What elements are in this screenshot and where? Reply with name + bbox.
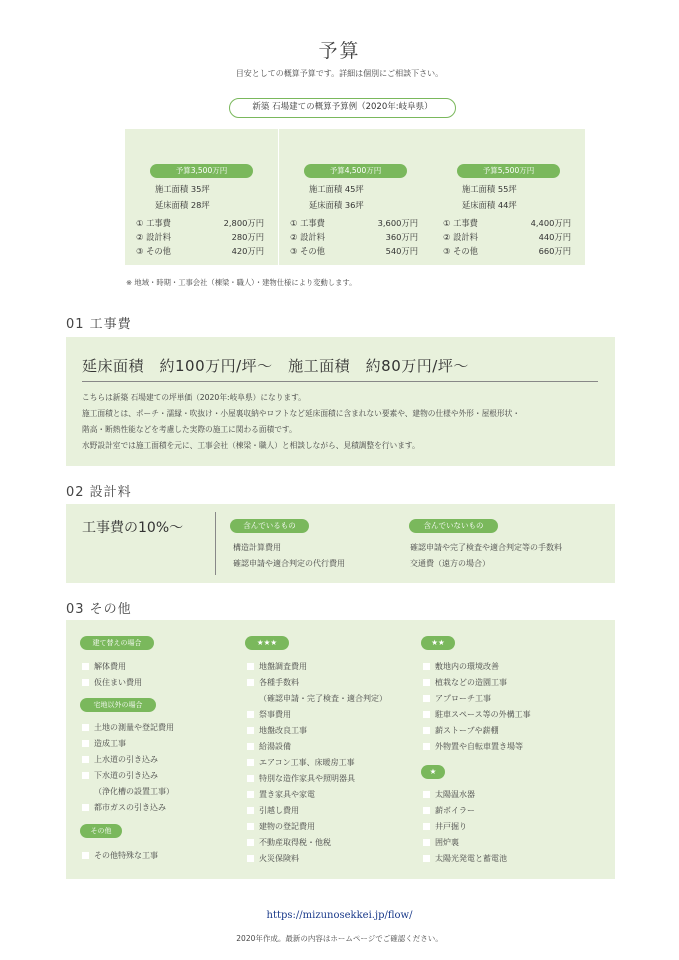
included-item: 構造計算費用 <box>233 543 281 552</box>
checklist-item: 給湯設備 <box>247 741 291 752</box>
excluded-pill: 含んでいないもの <box>409 519 498 533</box>
construction-area: 施工面積 55坪 <box>462 184 517 194</box>
priority-pill: ★★ <box>421 636 455 650</box>
checklist-item: 薪ボイラー <box>423 805 475 816</box>
budget-pill: 予算5,500万円 <box>457 164 560 178</box>
page-subtitle: 目安としての概算予算です。詳細は個別にご相談下さい。 <box>235 69 444 78</box>
example-badge: 新築 石場建ての概算予算例（2020年:岐阜県） <box>229 98 456 118</box>
checklist-item: エアコン工事、床暖房工事 <box>247 757 355 768</box>
budget-card-2: 予算4,500万円 施工面積 45坪 延床面積 36坪 ① 工事費 3,600万円 ② 設計料 360万円 ③ その他 540万円 <box>279 129 432 265</box>
flow-page-link[interactable]: https://mizunosekkei.jp/flow/ <box>266 910 413 921</box>
checklist-item: アプローチ工事 <box>423 693 491 704</box>
checklist-item: 置き家具や家電 <box>247 789 315 800</box>
floor-area: 延床面積 36坪 <box>309 200 364 210</box>
checklist-item: 地盤調査費用 <box>247 661 307 672</box>
checklist-item: 土地の測量や登記費用 <box>82 722 174 733</box>
design-fee-headline: 工事費の10%〜 <box>82 520 184 536</box>
description-line: 水野設計室では施工面積を元に、工事会社（棟梁・職人）と相談しながら、見積調整を行います。 <box>82 441 420 450</box>
checklist-item: 井戸掘り <box>423 821 467 832</box>
group-pill: その他 <box>80 824 122 838</box>
other-panel <box>66 620 615 879</box>
page-title: 予算 <box>318 40 361 62</box>
checklist-item: 解体費用 <box>82 661 126 672</box>
checklist-item: 植栽などの造園工事 <box>423 677 507 688</box>
checklist-item: その他特殊な工事 <box>82 850 158 861</box>
construction-area: 施工面積 35坪 <box>155 184 210 194</box>
section-heading-design-fee: 02 設計料 <box>66 485 132 500</box>
description-line: 施工面積とは、ポーチ・濡縁・吹抜け・小屋裏収納やロフトなど延床面積に含まれない要素や、建物の仕様や外形・屋根形状・ <box>82 409 521 418</box>
description-line: 階高・断熱性能などを考慮した実際の施工に関わる面積です。 <box>82 425 297 434</box>
checklist-item: 都市ガスの引き込み <box>82 802 166 813</box>
budget-card-1: 予算3,500万円 施工面積 35坪 延床面積 28坪 ① 工事費 2,800万円 ② 設計料 280万円 ③ その他 420万円 <box>125 129 278 265</box>
checklist-item: 上水道の引き込み <box>82 754 158 765</box>
checklist-item: 仮住まい費用 <box>82 677 142 688</box>
checklist-item: 祭事費用 <box>247 709 291 720</box>
footer-note: 2020年作成。最新の内容はホームページでご確認ください。 <box>236 934 443 943</box>
checklist-item: 地盤改良工事 <box>247 725 307 736</box>
excluded-item: 確認申請や完了検査や適合判定等の手数料 <box>410 543 562 552</box>
priority-pill: ★ <box>421 765 445 779</box>
checklist-item: 駐車スペース等の外構工事 <box>423 709 531 720</box>
budget-pill: 予算3,500万円 <box>150 164 253 178</box>
checklist-subitem: （浄化槽の設置工事） <box>94 787 174 796</box>
group-pill: 宅地以外の場合 <box>80 698 156 712</box>
checklist-subitem: （確認申請・完了検査・適合判定） <box>259 694 387 703</box>
divider <box>82 381 598 382</box>
included-pill: 含んでいるもの <box>230 519 309 533</box>
budget-card-3: 予算5,500万円 施工面積 55坪 延床面積 44坪 ① 工事費 4,400万円 ② 設計料 440万円 ③ その他 660万円 <box>432 129 585 265</box>
excluded-item: 交通費（遠方の場合） <box>410 559 490 568</box>
included-item: 確認申請や適合判定の代行費用 <box>233 559 345 568</box>
construction-area: 施工面積 45坪 <box>309 184 364 194</box>
section-heading-other: 03 その他 <box>66 602 132 617</box>
group-pill: 建て替えの場合 <box>80 636 154 650</box>
floor-area: 延床面積 44坪 <box>462 200 517 210</box>
checklist-item: 特別な造作家具や照明器具 <box>247 773 355 784</box>
description-line: こちらは新築 石場建ての坪単価（2020年:岐阜県）になります。 <box>82 393 306 402</box>
checklist-item: 下水道の引き込み <box>82 770 158 781</box>
checklist-item: 敷地内の環境改善 <box>423 661 499 672</box>
checklist-item: 造成工事 <box>82 738 126 749</box>
divider <box>215 512 216 575</box>
checklist-item: 建物の登記費用 <box>247 821 315 832</box>
budget-pill: 予算4,500万円 <box>304 164 407 178</box>
checklist-item: 火災保険料 <box>247 853 299 864</box>
priority-pill: ★★★ <box>245 636 289 650</box>
checklist-item: 引越し費用 <box>247 805 299 816</box>
floor-area: 延床面積 28坪 <box>155 200 210 210</box>
checklist-item: 太陽光発電と蓄電池 <box>423 853 507 864</box>
checklist-item: 不動産取得税・他税 <box>247 837 331 848</box>
checklist-item: 外物置や自転車置き場等 <box>423 741 523 752</box>
checklist-item: 囲炉裏 <box>423 837 459 848</box>
checklist-item: 薪ストーブや薪棚 <box>423 725 499 736</box>
checklist-item: 各種手数料 <box>247 677 299 688</box>
section-heading-construction: 01 工事費 <box>66 317 132 332</box>
checklist-item: 太陽温水器 <box>423 789 475 800</box>
unit-price-headline: 延床面積 約100万円/坪〜 施工面積 約80万円/坪〜 <box>82 357 469 375</box>
variation-note: ※ 地域・時期・工事会社（棟梁・職人）・建物仕様により変動します。 <box>126 278 357 287</box>
